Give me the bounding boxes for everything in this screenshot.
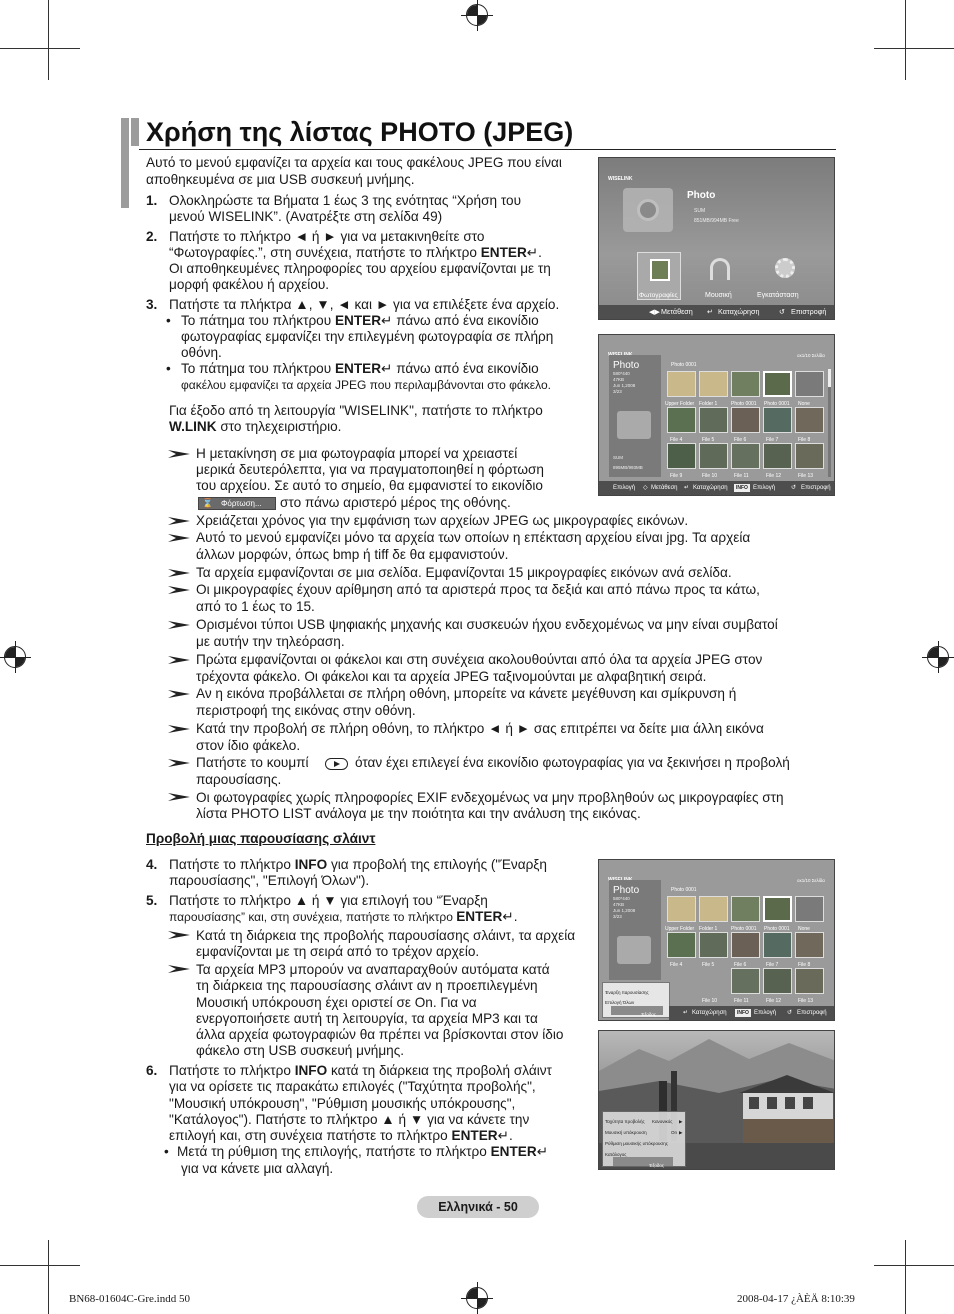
thumb-label: File 13: [798, 998, 814, 1004]
folder-name: Photo 0001: [671, 887, 697, 893]
page-number: Ελληνικά - 50: [417, 1196, 539, 1218]
enter-icon: ↵: [684, 485, 690, 491]
photo-thumb[interactable]: [731, 371, 760, 397]
thumb-label: File 5: [702, 437, 715, 443]
panel-meta: Jun 1,2008: [613, 383, 636, 388]
option-music[interactable]: [605, 1125, 685, 1134]
slideshow-options-menu: [602, 1111, 686, 1167]
thumb-label: File 11: [734, 473, 749, 479]
crop-mark: [0, 48, 80, 49]
step-text: φωτογραφίας εμφανίζει την επιλεγμένη φωτογραφία σε πλήρη: [181, 329, 554, 344]
note-text: άλλα αρχεία φωτογραφιών θα πρέπει να βρίσκονται στον ίδιο: [196, 1027, 564, 1042]
note-text: εμφανίζονται με τη σειρά από το τρέχον αρχείο.: [196, 944, 480, 959]
thumb-label: File 10: [702, 473, 718, 479]
thumb-label: File 7: [766, 962, 779, 968]
setup-icon: [775, 258, 795, 278]
return-icon: ↺: [787, 1010, 793, 1016]
step-text: παρουσίασης” και, στη συνέχεια, πατήστε το πλήκτρο ENTER↵.: [169, 909, 518, 924]
note-text: Χρειάζεται χρόνος για την εμφάνιση των αρχείων JPEG ως μικρογραφίες εικόνων.: [196, 513, 689, 528]
arrow-right-icon: ▶: [679, 1119, 683, 1124]
enter-icon: ↵: [707, 307, 714, 316]
footer-move: Μετάθεση: [661, 307, 693, 316]
intro-text: Αυτό το μενού εμφανίζει τα αρχεία και τους φακέλους JPEG που είναι: [146, 155, 562, 170]
step-text: για να ορίσετε τις παρακάτω επιλογές ("Ταχύτητα προβολής",: [169, 1079, 536, 1094]
note-text: Ορισμένοι τύποι USB ψηφιακής μηχανής και συσκευών ήχου ενδεχομένως να μην είναι συμβατοί: [196, 617, 778, 632]
step-text: "Μουσική υπόκρουση", "Ρύθμιση μουσικής υπόκρουσης",: [169, 1096, 516, 1111]
screen-footer: [669, 1006, 834, 1020]
title-accent-bar: [121, 118, 129, 208]
screen-footer: [599, 481, 834, 495]
footer-return: Επιστροφή: [791, 307, 827, 316]
info-panel: [609, 880, 661, 980]
registration-mark-icon: [4, 646, 26, 668]
slideshow-photo-screen: [598, 1030, 835, 1170]
step-text: Το πάτημα του πλήκτρου ENTER↵ πάνω από ένα εικονίδιο: [181, 361, 539, 376]
camera-icon: [617, 936, 651, 964]
note-arrow-icon: [168, 585, 192, 597]
thumb-label: Photo 0001: [764, 926, 790, 932]
option-speed-label: Ταχύτητα προβολής: [605, 1119, 645, 1124]
note-text: Τα αρχεία MP3 μπορούν να αναπαραχθούν αυτόματα κατά: [196, 962, 550, 977]
footer-enter: Καταχώρηση: [718, 307, 760, 316]
note-arrow-icon: [168, 568, 192, 580]
photo-thumb[interactable]: [795, 896, 824, 922]
step-text: επιλογή και, στη συνέχεια πατήστε το πλήκτρο ENTER↵.: [169, 1128, 513, 1143]
exit-text: W.LINK στο τηλεχειριστήριο.: [169, 419, 342, 434]
return-icon: ↺: [791, 485, 797, 491]
usb-size: 895MB/993MB: [613, 465, 643, 470]
note-text: Οι φωτογραφίες χωρίς πληροφορίες EXIF ενδεχομένως να μην προβληθούν ως μικρογραφίες στη: [196, 790, 784, 805]
note-text: Τα αρχεία εμφανίζονται σε μια σελίδα. Εμφανίζονται 15 μικρογραφίες εικόνων ανά σελίδα.: [196, 565, 732, 580]
intro-text: αποθηκευμένα σε μια USB συσκευή μνήμης.: [146, 172, 415, 187]
footer-select: Επιλογή: [613, 485, 636, 491]
page-indicator: ox1/10 Σελίδα: [797, 878, 825, 883]
menu-start-slideshow[interactable]: Έναρξη παρουσίασης: [605, 990, 649, 995]
step-text: Πατήστε τα πλήκτρα ▲, ▼, ◄ και ► για να επιλέξετε ένα αρχείο.: [169, 297, 560, 312]
step-text: Πατήστε το πλήκτρο INFO κατά τη διάρκεια της προβολή σλάιντ: [169, 1063, 552, 1078]
thumb-label: File 13: [798, 473, 814, 479]
step-number: 2.: [146, 229, 158, 244]
note-text: άλλων μορφών, όπως bmp ή tiff δε θα εμφανιστούν.: [196, 547, 509, 562]
device-title: Photo: [687, 190, 716, 201]
footer-return: Επιστροφή: [797, 1010, 827, 1016]
step-text: "Κατάλογος"). Πατήστε το πλήκτρο ▲ ή ▼ για να κάνετε την: [169, 1112, 530, 1127]
note-arrow-icon: [168, 655, 192, 667]
folder-name: Photo 0001: [671, 362, 697, 368]
loading-label: Φόρτωση...: [221, 499, 262, 508]
device-sub: SUM: [694, 208, 706, 214]
note-arrow-icon: [168, 964, 192, 976]
note-arrow-icon: [168, 689, 192, 701]
thumb-label: File 8: [798, 437, 811, 443]
note-text: Πρώτα εμφανίζονται οι φάκελοι και στη συνέχεια ακολουθούνται από όλα τα αρχεία JPEG στον: [196, 652, 763, 667]
registration-mark-icon: [927, 646, 949, 668]
tab-photo-label: Φωτογραφίες: [639, 292, 678, 299]
note-text: του αρχείου. Σε αυτό το σημείο, θα εμφανιστεί το εικονίδιο: [196, 478, 543, 493]
note-text: Πατήστε το κουμπί: [196, 755, 309, 770]
photo-list-screen: [598, 334, 835, 496]
footer-info: Επιλογή: [754, 1010, 777, 1016]
panel-meta: 47KB: [613, 902, 625, 907]
step-text: Μετά τη ρύθμιση της επιλογής, πατήστε το πλήκτρο ENTER↵: [177, 1144, 549, 1159]
option-music-setting[interactable]: Ρύθμιση μουσικής υπόκρουσης: [605, 1141, 668, 1146]
step-text: μορφή φακέλου ή αρχείου.: [169, 277, 330, 292]
wiselink-main-screen: [598, 157, 835, 320]
step-number: 5.: [146, 893, 158, 908]
enter-icon: ↵: [497, 1128, 509, 1143]
panel-meta: 3/23: [613, 389, 622, 394]
crop-mark: [48, 0, 49, 80]
device-sub: 851MB/994MB Free: [694, 218, 739, 224]
panel-meta: 47KB: [613, 377, 625, 382]
note-arrow-icon: [168, 620, 192, 632]
note-text: όταν έχει επιλεγεί ένα εικονίδιο φωτογραφίας για να ξεκινήσει η προβολή: [355, 755, 790, 770]
crop-mark: [874, 48, 954, 49]
registration-mark-icon: [466, 4, 488, 26]
page-indicator: ox1/10 Σελίδα: [797, 353, 825, 358]
photo-thumb[interactable]: [763, 896, 792, 922]
option-speed[interactable]: [605, 1114, 685, 1123]
enter-icon: ↵: [526, 245, 539, 260]
photo-thumb[interactable]: [763, 371, 792, 397]
print-footer-date: 2008-04-17 ¿ÀÈÄ 8:10:39: [737, 1293, 855, 1305]
enter-icon: ↵: [536, 1144, 549, 1159]
step-text: οθόνη.: [181, 345, 222, 360]
note-text: παρουσίασης.: [196, 772, 282, 787]
note-text: Αυτό το μενού εμφανίζει μόνο τα αρχεία των οποίων η επέκταση αρχείου είναι jpg. Τα αρχεία: [196, 530, 751, 545]
thumb-label: File 8: [798, 962, 811, 968]
bullet: •: [164, 1144, 169, 1159]
note-text: Οι μικρογραφίες έχουν αρίθμηση από τα αριστερά προς τα δεξιά και από πάνω προς τα κάτω,: [196, 582, 760, 597]
note-arrow-icon: [168, 516, 192, 528]
thumb-label: File 6: [734, 437, 747, 443]
option-list[interactable]: Κατάλογος: [605, 1152, 627, 1157]
note-text: από το 1 έως το 15.: [196, 599, 315, 614]
step-text: παρουσίασης", "Επιλογή Όλων").: [169, 873, 370, 888]
crop-mark: [48, 1240, 49, 1314]
print-footer-file: BN68-01604C-Gre.indd 50: [69, 1293, 190, 1305]
step-number: 4.: [146, 857, 158, 872]
loading-indicator: [198, 497, 276, 510]
thumb-grid: [665, 894, 827, 1002]
thumb-label: File 11: [734, 998, 749, 1004]
step-text: “Φωτογραφίες.”, στη συνέχεια, πατήστε το πλήκτρο ENTER↵.: [169, 245, 542, 260]
note-text: μερικά δευτερόλεπτα, για να πραγματοποιηθεί η φόρτωση: [196, 462, 544, 477]
step-text: Οι αποθηκευμένες πληροφορίες του αρχείου εμφανίζονται με τη: [169, 261, 551, 276]
page-title: Χρήση της λίστας PHOTO (JPEG): [146, 117, 574, 147]
option-music-value: On: [671, 1130, 678, 1135]
crop-mark: [905, 0, 906, 80]
play-button-icon: [325, 758, 348, 770]
note-text: Αν η εικόνα προβάλλεται σε πλήρη οθόνη, μπορείτε να κάνετε μεγέθυνση και σμίκρυνση ή: [196, 686, 737, 701]
info-badge: INFO: [737, 1010, 749, 1016]
section-heading: Προβολή μιας παρουσίασης σλάιντ: [146, 831, 376, 846]
options-exit-button[interactable]: [613, 1157, 673, 1166]
panel-title: Photo: [613, 360, 640, 371]
note-text: με αυτήν την τηλεόραση.: [196, 634, 345, 649]
step-text: μενού WISELINK”. (Ανατρέξτε στη σελίδα 49): [169, 209, 443, 224]
wiselink-logo: WISELINK: [608, 176, 633, 182]
title-accent-bar: [131, 118, 139, 146]
move-icon: ◇: [643, 485, 648, 491]
photo-list-menu-screen: [598, 859, 835, 1021]
thumb-label: File 10: [702, 998, 718, 1004]
note-arrow-icon: [168, 724, 192, 736]
footer-move: Μετάθεση: [651, 485, 678, 491]
bullet: •: [166, 361, 171, 376]
thumb-label: File 12: [766, 998, 782, 1004]
footer-info: Επιλογή: [753, 485, 776, 491]
arrow-right-icon: ▶: [679, 1130, 683, 1135]
note-text: λίστα PHOTO LIST ανάλογα με την ποιότητα και την ανάλυση της εικόνας.: [196, 806, 641, 821]
thumb-label: File 12: [766, 473, 782, 479]
folder-thumb[interactable]: [667, 896, 696, 922]
step-number: 3.: [146, 297, 158, 312]
thumb-label: None: [798, 401, 810, 407]
option-music-label: Μουσική υπόκρουση: [605, 1130, 647, 1135]
move-arrows-icon: ◀▶: [649, 307, 661, 316]
folder-thumb[interactable]: [699, 896, 728, 922]
note-arrow-icon: [168, 533, 192, 545]
step-text: Το πάτημα του πλήκτρου ENTER↵ πάνω από ένα εικονίδιο: [181, 313, 539, 328]
thumb-label: Photo 0001: [731, 401, 757, 407]
camera-icon: [623, 188, 673, 232]
step-text: Πατήστε το πλήκτρο ◄ ή ► για να μετακινηθείτε στο: [169, 229, 485, 244]
tab-music-label[interactable]: Μουσική: [705, 292, 732, 299]
enter-icon: ↵: [381, 313, 393, 328]
step-number: 6.: [146, 1063, 158, 1078]
photo-icon: [650, 259, 670, 281]
menu-exit-label: Έξοδος: [641, 1012, 657, 1017]
photo-thumb[interactable]: [795, 371, 824, 397]
thumb-label: File 6: [734, 962, 747, 968]
thumb-label: Folder 1: [699, 401, 718, 407]
note-text: Κατά τη διάρκεια της προβολής παρουσίασης σλάιντ, τα αρχεία: [196, 928, 576, 943]
footer-return: Επιστροφή: [801, 485, 831, 491]
options-exit-label: Έξοδος: [649, 1163, 665, 1168]
camera-icon: [617, 411, 651, 439]
photo-thumb[interactable]: [731, 896, 760, 922]
menu-exit-button[interactable]: [611, 1006, 663, 1015]
note-text: στο πάνω αριστερό μέρος της οθόνης.: [280, 495, 511, 510]
music-icon: [710, 258, 730, 280]
tab-setup-label[interactable]: Εγκατάσταση: [757, 292, 799, 299]
note-arrow-icon: [168, 758, 192, 770]
note-arrow-icon: [168, 930, 192, 942]
note-text: περιστροφή της εικόνας στην οθόνη.: [196, 703, 416, 718]
hourglass-icon: ⌛: [202, 498, 214, 508]
info-badge: INFO: [736, 485, 748, 491]
footer-enter: Καταχώρηση: [693, 485, 728, 491]
note-arrow-icon: [168, 792, 192, 804]
thumb-label: Upper Folder: [665, 926, 695, 932]
exit-text: Για έξοδο από τη λειτουργία "WISELINK", πατήστε το πλήκτρο: [169, 403, 543, 418]
thumb-label: Photo 0001: [764, 401, 790, 407]
footer-enter: Καταχώρηση: [692, 1010, 727, 1016]
scrollbar[interactable]: [828, 369, 831, 477]
thumb-label: File 4: [670, 437, 683, 443]
note-text: ενεργοποιήσετε αυτή τη λειτουργία, τα αρχεία MP3 και τα: [196, 1011, 538, 1026]
thumb-label: None: [798, 926, 810, 932]
return-icon: ↺: [779, 307, 786, 316]
note-arrow-icon: [168, 449, 192, 461]
panel-meta: 3/23: [613, 914, 622, 919]
step-text: Πατήστε το πλήκτρο INFO για προβολή της επιλογής ("Έναρξη: [169, 857, 547, 872]
info-panel: [609, 355, 661, 477]
thumb-label: Folder 1: [699, 926, 718, 932]
step-number: 1.: [146, 193, 158, 208]
thumb-label: Photo 0001: [731, 926, 757, 932]
note-text: Κατά την προβολή σε πλήρη οθόνη, το πλήκτρο ◄ ή ► σας επιτρέπει να δείτε μια άλλη εικόνα: [196, 721, 764, 736]
step-text: Ολοκληρώστε τα Βήματα 1 έως 3 της ενότητας “Χρήση του: [169, 193, 522, 208]
note-text: Η μετακίνηση σε μια φωτογραφία μπορεί να χρειαστεί: [196, 446, 518, 461]
panel-meta: Jun 1,2008: [613, 908, 636, 913]
crop-mark: [0, 1265, 80, 1266]
enter-icon: ↵: [683, 1010, 689, 1016]
step-text: για να κάνετε μια αλλαγή.: [181, 1161, 334, 1176]
bullet: •: [166, 313, 171, 328]
thumb-grid: [665, 369, 827, 477]
panel-title: Photo: [613, 885, 640, 896]
note-text: φάκελο στη USB συσκευή μνήμης.: [196, 1043, 405, 1058]
step-text: Πατήστε το πλήκτρο ▲ ή ▼ για επιλογή του “Έναρξη: [169, 893, 488, 908]
menu-select-all[interactable]: Επιλογή Όλων: [605, 1000, 635, 1005]
enter-icon: ↵: [502, 909, 514, 924]
folder-thumb[interactable]: [667, 371, 696, 397]
thumb-label: File 5: [702, 962, 715, 968]
folder-thumb[interactable]: [699, 371, 728, 397]
panel-meta: 580*440: [613, 371, 630, 376]
thumb-label: File 9: [670, 473, 683, 479]
registration-mark-icon: [466, 1287, 488, 1309]
screen-footer: [599, 305, 834, 319]
slideshow-popup-menu: [602, 982, 670, 1018]
enter-icon: ↵: [381, 361, 393, 376]
note-text: στον ίδιο φάκελο.: [196, 738, 301, 753]
option-speed-value: Κανονικός: [652, 1119, 673, 1124]
thumb-label: File 4: [670, 962, 683, 968]
note-text: τρέχοντα φάκελο. Οι φάκελοι και τα αρχεία JPEG ταξινομούνται με αλφαβητική σειρά.: [196, 669, 707, 684]
thumb-label: Upper Folder: [665, 401, 695, 407]
thumb-label: File 7: [766, 437, 779, 443]
crop-mark: [874, 1265, 954, 1266]
usb-label: SUM: [613, 455, 623, 460]
crop-mark: [905, 1240, 906, 1314]
step-text: φακέλου εμφανίζει τα αρχεία JPEG που περιλαμβάνονται στο φάκελο.: [181, 378, 551, 392]
note-text: Μουσική υπόκρουση έχει οριστεί σε On. Για να: [196, 995, 477, 1010]
note-text: τη διάρκεια της παρουσίασης σλάιντ αν η προεπιλεγμένη: [196, 978, 538, 993]
panel-meta: 580*440: [613, 896, 630, 901]
title-rule: [139, 149, 836, 150]
